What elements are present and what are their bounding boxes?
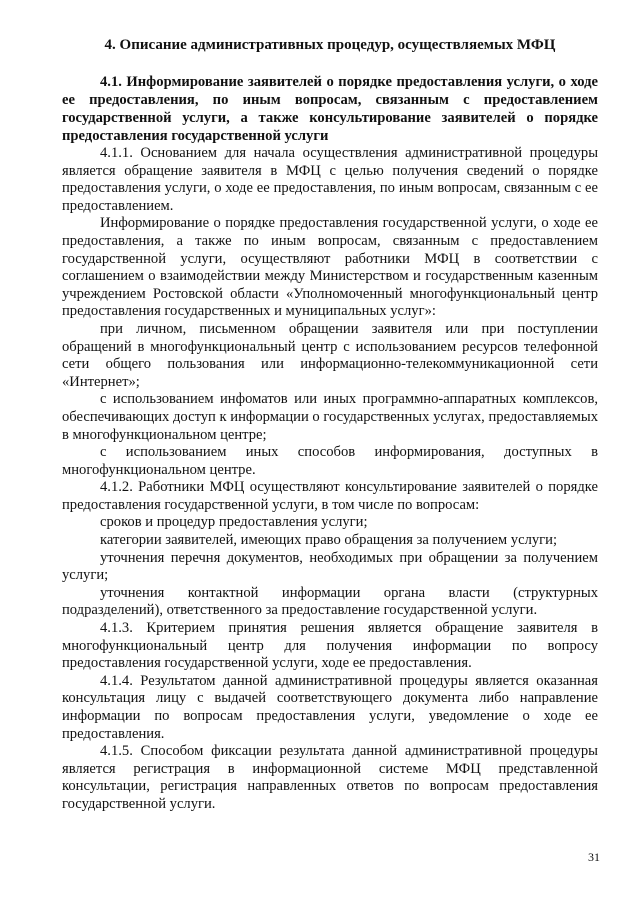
paragraph: при личном, письменном обращении заявителя или при поступлении обращений в многофункциональный центр с использованием ресурсов телефонной сети общего пользования или информационно-телекоммуникационной сети «Интернет»;	[62, 320, 598, 390]
paragraph: 4.1.4. Результатом данной административной процедуры является оказанная консультация лицу с выдачей соответствующего документа либо направление информации по вопросам предоставления услуги, уведомление о ходе ее предоставления.	[62, 672, 598, 742]
paragraph: с использованием иных способов информирования, доступных в многофункциональном центре.	[62, 444, 598, 478]
document-page	[62, 36, 598, 814]
paragraph: уточнения перечня документов, необходимых при обращении за получением услуги;	[62, 549, 598, 584]
paragraph: 4.1.5. Способом фиксации результата данной административной процедуры является регистрация в информационной системе МФЦ представленной консультации, регистрация направленных ответов по вопросам предоставления государственной услуги.	[62, 743, 598, 812]
paragraph: с использованием инфоматов или иных программно-аппаратных комплексов, обеспечивающих доступ к информации о государственных услугах, предоставляемых в многофункциональном центре;	[62, 391, 598, 443]
paragraph: Информирование о порядке предоставления государственной услуги, о ходе ее предоставления, а также по иным вопросам, связанным с предоставлением государственной услуги, осуществляют работники МФЦ в соответствии с соглашением о взаимодействии между Министерством и государственным казенным учреждением Ростовской области «Уполномоченный многофункциональный центр предоставления государственных и муниципальных услуг»:	[62, 215, 598, 320]
paragraph: 4.1.2. Работники МФЦ осуществляют консультирование заявителей о порядке предоставления государственной услуги, в том числе по вопросам:	[62, 479, 598, 513]
paragraph: 4.1.3. Критерием принятия решения является обращение заявителя в многофункциональный центр для получения информации по вопросу предоставления государственной услуги, ходе ее предоставления.	[62, 620, 598, 672]
paragraph: категории заявителей, имеющих право обращения за получением услуги;	[100, 532, 558, 549]
subsection-title: 4.1. Информирование заявителей о порядке предоставления услуги, о ходе ее предоставления, по иным вопросам, связанным с предоставлением государственной услуги, а также консультирование заявителей о порядке предоставления государственной услуги	[62, 74, 598, 144]
section-title: 4. Описание административных процедур, осуществляемых МФЦ	[104, 37, 556, 53]
paragraph: сроков и процедур предоставления услуги;	[100, 514, 368, 531]
page-number: 31	[588, 850, 600, 864]
paragraph: 4.1.1. Основанием для начала осуществления административной процедуры является обращение заявителя в МФЦ с целью получения сведений о порядке предоставления услуги, о ходе ее предоставления, по иным вопросам, связанным с ее предоставлением.	[62, 145, 598, 214]
paragraph: уточнения контактной информации органа власти (структурных подразделений), ответственного за предоставление государственной услуги.	[62, 584, 598, 619]
